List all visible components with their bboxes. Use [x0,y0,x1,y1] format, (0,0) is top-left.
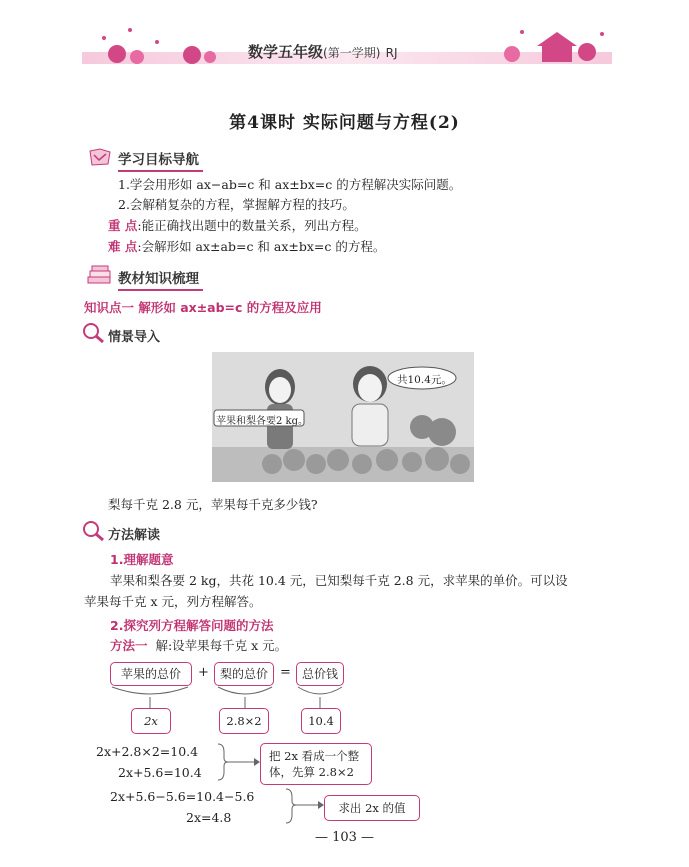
method1-row [110,638,287,654]
equals-sign: = [280,665,291,680]
goal-item-2: 2.会解稍复杂的方程，掌握解方程的技巧。 [118,197,355,212]
pear-total-box: 梨的总价 [214,662,274,686]
knowledge-point-1: 知识点一 解形如 ax±ab=c 的方程及应用 [84,300,322,315]
note-box-1 [260,743,372,785]
apple-total-box: 苹果的总价 [110,662,192,686]
woman-figure [352,366,388,446]
method1-text: 解:设苹果每千克 x 元。 [155,638,288,653]
goal-nav-icon [88,147,112,167]
equation-1: 2x+2.8×2=10.4 [96,744,199,759]
value-box-total: 10.4 [301,708,341,734]
note-1-line-2: 体，先算 2.8×2 [269,765,354,779]
step1-title: 1.理解题意 [110,552,174,567]
brace-arrow-1 [216,742,260,782]
magnifier-icon [82,322,106,344]
total-price-box: 总价钱 [296,662,344,686]
step1-line1: 苹果和梨各要 2 kg，共花 10.4 元，已知梨每千克 2.8 元，求苹果的单价。可以设 [110,573,568,588]
value-box-apple: 2x [131,708,171,734]
speech-bubble-right: 共10.4元。 [397,374,452,386]
edition-label: RJ [385,46,398,60]
value-box-pear: 2.8×2 [219,708,269,734]
knowledge-heading: 教材知识梳理 [118,267,199,287]
scene-heading: 情景导入 [108,330,161,345]
decor-right-house [504,30,604,62]
equation-2: 2x+5.6=10.4 [118,765,202,780]
term-label: (第一学期) [323,46,381,60]
method1-label: 方法一 [110,638,148,653]
diagram-braces [100,685,360,710]
plus-sign: + [198,665,209,680]
key-point-text: :能正确找出题中的数量关系，列出方程。 [137,218,367,233]
equation-3: 2x+5.6−5.6=10.4−5.6 [110,789,255,804]
equation-4: 2x=4.8 [186,810,232,825]
lesson-title: 第4课时 实际问题与方程(2) [229,113,460,133]
scene-question: 梨每千克 2.8 元，苹果每千克多少钱? [108,497,318,512]
difficult-point-row [108,239,385,255]
note-box-2: 求出 2x 的值 [324,795,420,821]
page-number: — 103 — [314,830,375,845]
books-icon [85,264,113,286]
book-title: 数学五年级 [248,43,324,61]
difficult-point-text: :会解形如 ax±ab=c 和 ax±bx=c 的方程。 [137,239,386,254]
method-heading: 方法解读 [108,528,161,543]
step1-line2: 苹果每千克 x 元，列方程解答。 [84,594,262,609]
goal-item-1: 1.学会用形如 ax−ab=c 和 ax±bx=c 的方程解决实际问题。 [118,177,462,192]
note-1-line-1: 把 2x 看成一个整 [269,749,360,763]
speech-bubble-left: 苹果和梨各要2 kg。 [216,416,309,427]
goals-heading: 学习目标导航 [118,148,199,168]
step2-title: 2.探究列方程解答问题的方法 [110,618,274,633]
brace-arrow-2 [284,787,324,825]
difficult-point-label: 难 点 [108,239,138,254]
header-title [248,41,398,62]
key-point-label: 重 点 [108,218,138,233]
magnifier-icon-2 [82,520,106,542]
key-point-row [108,218,367,234]
girl-figure [265,369,295,449]
